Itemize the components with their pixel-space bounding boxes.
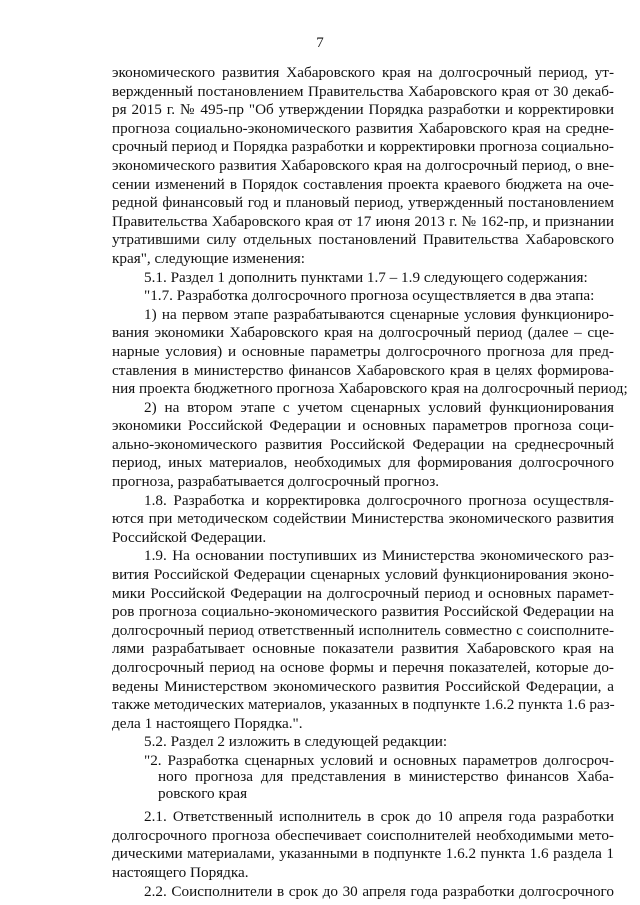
- text-line: период, иных материалов, необходимых для формирования долгосрочного: [112, 454, 614, 472]
- text-line: вержденный постановлением Правительства Хабаровского края от 30 декаб-: [112, 82, 614, 100]
- document-body: [112, 64, 628, 901]
- text-line: прогноза социально-экономического развития Хабаровского края на средне-: [112, 119, 614, 137]
- text-line: ются при методическом содействии Министерства экономического развития: [112, 510, 614, 528]
- text-line: также методических материалов, указанных в подпункте 1.6.2 пункта 1.6 раз-: [112, 696, 615, 714]
- text-line: настоящего Порядка.: [112, 863, 249, 881]
- text-line: 2) на втором этапе с учетом сценарных условий функционирования: [144, 398, 614, 416]
- text-line: экономического развития Хабаровского края на долгосрочный период, ут-: [112, 64, 614, 81]
- text-line: ставления в министерство финансов Хабаровского края в целях формирова-: [112, 361, 614, 379]
- text-line: ально-экономического развития Российской Федерации на среднесрочный: [112, 435, 614, 453]
- text-line: дела 1 настоящего Порядка.".: [112, 714, 303, 732]
- heading-line: ровского края: [158, 784, 248, 802]
- heading-line: ного прогноза для представления в министерство финансов Хаба-: [158, 768, 614, 786]
- text-line: 1.8. Разработка и корректировка долгосрочного прогноза осуществля-: [144, 491, 614, 509]
- text-line: ния проекта бюджетного прогноза Хабаровского края на долгосрочный период;: [112, 380, 628, 398]
- text-line: экономики Российской Федерации и основных параметров прогноза соци-: [112, 417, 614, 435]
- text-line: редной финансовый год и плановый период, утвержденный постановлением: [112, 194, 614, 212]
- text-line: края", следующие изменения:: [112, 249, 305, 267]
- text-line: мики Российской Федерации на долгосрочный период и основных парамет-: [112, 584, 614, 602]
- text-line: ведены Министерством экономического развития Российской Федерации, а: [112, 677, 614, 695]
- text-line: лями разрабатывает основные показатели развития Хабаровского края на: [112, 640, 614, 658]
- text-line: ря 2015 г. № 495-пр "Об утверждении Порядка разработки и корректировки: [112, 101, 614, 119]
- text-line: долгосрочный период на основе формы и перечня показателей, которые до-: [112, 659, 614, 676]
- text-line: экономического развития Хабаровского края на долгосрочный период, о вне-: [112, 156, 614, 174]
- text-line: Правительства Хабаровского края от 17 июня 2013 г. № 162-пр, и признании: [112, 212, 614, 230]
- text-line: "1.7. Разработка долгосрочного прогноза осуществляется в два этапа:: [144, 287, 595, 305]
- text-line: прогноза, разрабатывается долгосрочный прогноз.: [112, 473, 439, 491]
- text-line: сении изменений в Порядок составления проекта краевого бюджета на оче-: [112, 175, 614, 193]
- text-line: 1) на первом этапе разрабатываются сценарные условия функциониро-: [144, 305, 614, 323]
- text-line: вания экономики Хабаровского края на долгосрочный период (далее – сце-: [112, 324, 614, 342]
- text-line: вития Российской Федерации сценарных условий функционирования эконо-: [112, 566, 614, 584]
- heading-line: "2. Разработка сценарных условий и основных параметров долгосроч-: [144, 751, 614, 769]
- text-line: 1.9. На основании поступивших из Министерства экономического раз-: [144, 547, 614, 565]
- section-heading: [112, 753, 614, 802]
- page-number: 7: [316, 35, 324, 51]
- text-line: ров прогноза социально-экономического развития Российской Федерации на: [112, 603, 614, 621]
- text-line: долгосрочный период ответственный исполнитель совместно с соисполните-: [112, 621, 614, 639]
- text-line: дическими материалами, указанными в подпункте 1.6.2 пункта 1.6 раздела 1: [112, 845, 614, 863]
- text-line: 2.1. Ответственный исполнитель в срок до 10 апреля года разработки: [144, 808, 614, 826]
- text-line: 5.1. Раздел 1 дополнить пунктами 1.7 – 1.9 следующего содержания:: [144, 268, 588, 286]
- text-line: 5.2. Раздел 2 изложить в следующей редакции:: [144, 733, 448, 751]
- text-line: нарные условия) и основные параметры долгосрочного прогноза для пред-: [112, 342, 614, 360]
- text-line: утратившими силу отдельных постановлений Правительства Хабаровского: [112, 231, 614, 249]
- text-line: Российской Федерации.: [112, 528, 267, 546]
- text-line: долгосрочного прогноза обеспечивает соисполнителей необходимыми мето-: [112, 826, 614, 844]
- text-line: срочный период и Порядка разработки и корректировки прогноза социально-: [112, 138, 614, 156]
- text-line: 2.2. Соисполнители в срок до 30 апреля года разработки долгосрочного: [144, 882, 614, 900]
